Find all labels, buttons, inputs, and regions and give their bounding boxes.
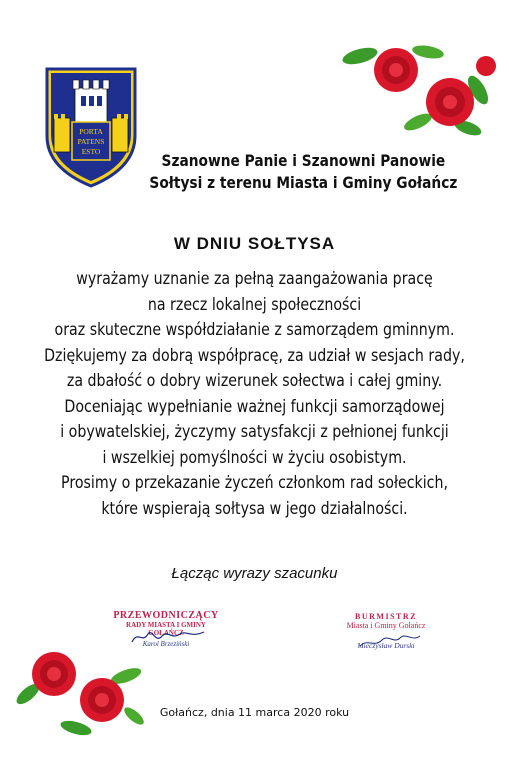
body-line: Prosimy o przekazanie życzeń członkom rad sołeckich, [61,473,448,492]
crest-motto-line: ESTO [81,147,101,156]
greeting-line: Sołtysi z terenu Miasta i Gminy Gołańcz [149,173,458,192]
stamp-subtitle: RADY MIASTA I GMINY [126,621,206,629]
signature-mayor [326,612,446,650]
handwritten-signature [354,628,424,652]
body-line: i wszelkiej pomyślności w życiu osobistym. [102,447,407,467]
roses-decoration-top [338,40,498,140]
body-text [0,266,509,521]
body-line: za dbałość o dobry wizerunek sołectwa i całej gminy. [66,371,443,390]
body-line: Dziękujemy za dobrą współpracę, za udział w sesjach rady, [44,345,465,365]
coat-of-arms [44,66,138,188]
signer-name: Karol Brzeziński [142,640,190,648]
roses-decoration-bottom [16,638,146,738]
body-line: i obywatelskiej, życzymy satysfakcji z pełnionej funkcji [60,422,449,441]
greeting-line: Szanowne Panie i Szanowni Panowie [161,151,446,170]
headline: W DNIU SOŁTYSA [173,234,336,253]
body-line: oraz skuteczne współdziałanie z samorządem gminnym. [54,320,455,339]
crest-motto-line: PORTA [79,127,103,136]
body-line: które wspierają sołtysa w jego działalności. [101,498,408,518]
stamp-title: PRZEWODNICZĄCY [113,610,219,621]
closing-phrase: Łącząc wyrazy szacunku [171,565,338,582]
crest-motto-line: PATENS [77,137,105,146]
stamp-title: BURMISTRZ [355,612,417,621]
body-line: wyrażamy uznanie za pełną zaangażowania pracę [76,269,433,288]
stamp-subtitle: Miasta i Gminy Gołańcz [346,621,426,630]
stamp-subtitle: GOŁAŃCZ [148,629,184,637]
body-line: na rzecz lokalnej społeczności [147,294,362,314]
signer-name: Mieczysław Durski [357,641,415,650]
greeting [140,150,467,194]
date-line: Gołańcz, dnia 11 marca 2020 roku [159,706,350,719]
body-line: Doceniając wypełnianie ważnej funkcji samorządowej [64,396,445,416]
